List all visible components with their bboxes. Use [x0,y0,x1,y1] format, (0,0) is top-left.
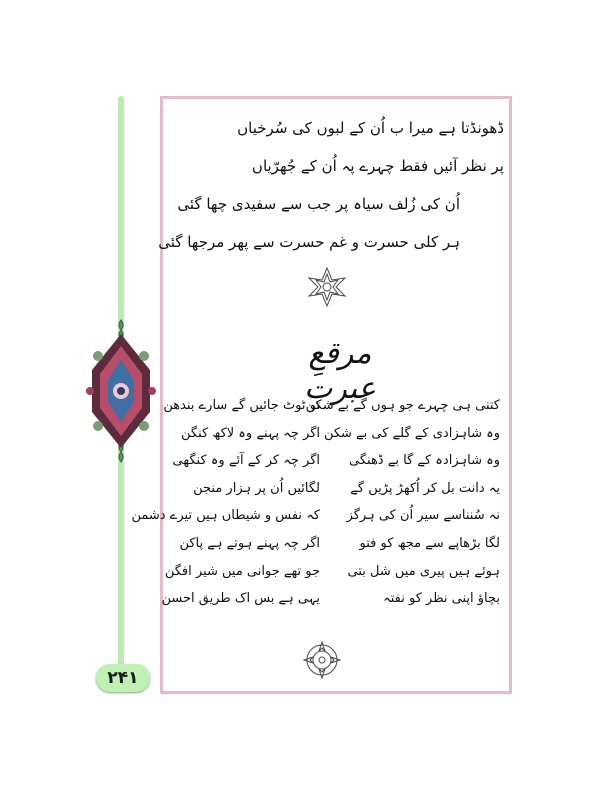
intro-line: پر نظر آئیں فقط چہرے پہ اُن کے جُھرّیاں [251,157,504,175]
verse-second-hemistich: یہی ہے بس اک طریق احسن [161,591,320,607]
verse-first-hemistich: کتنی ہی چہرے جو ہوں گے بے شکن [305,398,500,413]
verse-second-hemistich: لگائیں اُن پر ہزار منجن [193,480,320,496]
rosette-ornament-icon [302,640,342,680]
verse-list [131,398,500,619]
verse-second-hemistich: کہ نفس و شیطاں ہیں تیرے دشمن [131,508,320,524]
verse-first-hemistich: وہ شاہزادی کے گلے کی بے شکن [323,425,500,441]
verse-row [160,398,500,414]
verse-row [131,508,500,524]
star-ornament-icon [306,266,348,308]
intro-line: اُن کی زُلف سیاہ پر جب سے سفیدی چھا گئی [177,195,460,213]
intro-stanza [158,118,504,270]
page-number: ۲۴۱ [96,664,150,692]
verse-first-hemistich: ہوئے ہیں پیری میں شل بتی [347,563,500,579]
verse-row [160,426,500,442]
verse-row [160,536,500,552]
verse-first-hemistich: وہ شاہزادہ کے گا بے ڈھنگی [349,453,500,469]
verse-row [160,591,500,607]
verse-second-hemistich: اگر چہ پہنے ہوتے ہے پاکن [179,535,320,551]
verse-second-hemistich: تو ٹوٹ جائیں گے سارے بندھن [163,398,320,413]
verse-second-hemistich: اگر چہ پہنے وہ لاکھ کنگن [181,425,320,441]
verse-second-hemistich: جو تھے جوانی میں شیر افگن [164,563,320,579]
verse-row [160,481,500,497]
verse-row [160,453,500,469]
intro-line: ہر کلی حسرت و غم حسرت سے پھر مرجھا گئی [158,233,460,251]
intro-line: ڈھونڈتا ہے میرا ب اُن کے لبوں کی سُرخیاں [237,119,504,137]
verse-first-hemistich: لگا بڑھاپے سے مجھ کو فتو [359,535,500,551]
verse-first-hemistich: بچاؤ اپنی نظر کو نفتہ [383,591,500,607]
verse-first-hemistich: یہ دانت بل کر اُکھڑ پڑیں گے [350,480,500,496]
floral-medallion-icon [84,316,158,466]
verse-second-hemistich: اگر چہ کر کے آئے وہ کنگھی [172,453,320,469]
verse-first-hemistich: نہ سُنناسے سیر اُن کی ہرگز [346,508,500,524]
verse-row [160,564,500,580]
section-title: مرقعِ عبرت [304,336,376,406]
